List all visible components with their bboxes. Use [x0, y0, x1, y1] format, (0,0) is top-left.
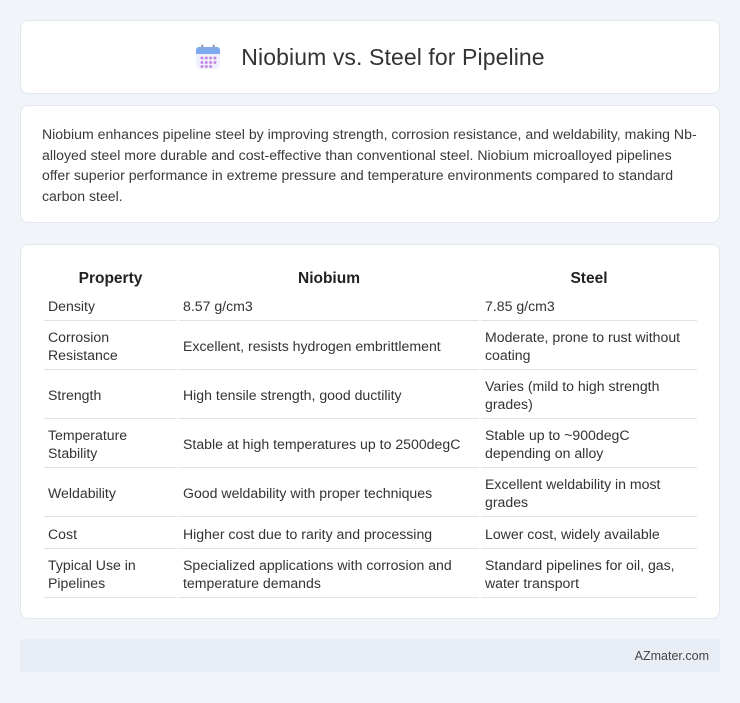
page-title: Niobium vs. Steel for Pipeline [241, 43, 545, 70]
table-row [44, 291, 697, 321]
footer [20, 639, 720, 672]
row-use-steel: Standard pipelines for oil, gas, water transport [481, 551, 697, 598]
table-card [20, 244, 720, 619]
row-corrosion-property: Corrosion Resistance [44, 323, 177, 370]
calendar-icon [195, 44, 221, 70]
row-weldability-steel: Excellent weldability in most grades [481, 470, 697, 517]
table-row [44, 421, 697, 468]
row-corrosion-steel: Moderate, prone to rust without coating [481, 323, 697, 370]
row-strength-steel: Varies (mild to high strength grades) [481, 372, 697, 419]
title-wrap [195, 44, 544, 71]
row-density-property: Density [44, 291, 177, 321]
table-row [44, 470, 697, 517]
table-row [44, 551, 697, 598]
row-density-steel: 7.85 g/cm3 [481, 291, 697, 321]
table-row [44, 372, 697, 419]
header-niobium: Niobium [298, 270, 360, 287]
row-cost-property: Cost [44, 519, 177, 549]
table-row [44, 323, 697, 370]
comparison-table [42, 265, 699, 600]
footer-site-link[interactable]: AZmater.com [634, 648, 709, 663]
row-temperature-niobium: Stable at high temperatures up to 2500degC [179, 421, 479, 468]
row-use-property: Typical Use in Pipelines [44, 551, 177, 598]
intro-paragraph: Niobium enhances pipeline steel by improving strength, corrosion resistance, and weldability, making Nb-alloyed steel more durable and cost-effective than conventional steel. Niobium microalloyed pipelines offer superior performance in extreme pressure and temperature environments compared to standard carbon steel. [42, 126, 697, 204]
row-cost-steel: Lower cost, widely available [481, 519, 697, 549]
row-temperature-property: Temperature Stability [44, 421, 177, 468]
row-cost-niobium: Higher cost due to rarity and processing [179, 519, 479, 549]
table-row [44, 519, 697, 549]
row-strength-property: Strength [44, 372, 177, 419]
title-card [20, 20, 720, 94]
intro-card [20, 105, 720, 223]
header-steel: Steel [570, 270, 608, 287]
row-use-niobium: Specialized applications with corrosion and temperature demands [179, 551, 479, 598]
row-weldability-niobium: Good weldability with proper techniques [179, 470, 479, 517]
row-density-niobium: 8.57 g/cm3 [179, 291, 479, 321]
row-strength-niobium: High tensile strength, good ductility [179, 372, 479, 419]
row-weldability-property: Weldability [44, 470, 177, 517]
table-header-row [44, 267, 697, 289]
header-property: Property [78, 270, 143, 287]
row-temperature-steel: Stable up to ~900degC depending on alloy [481, 421, 697, 468]
row-corrosion-niobium: Excellent, resists hydrogen embrittlement [179, 323, 479, 370]
